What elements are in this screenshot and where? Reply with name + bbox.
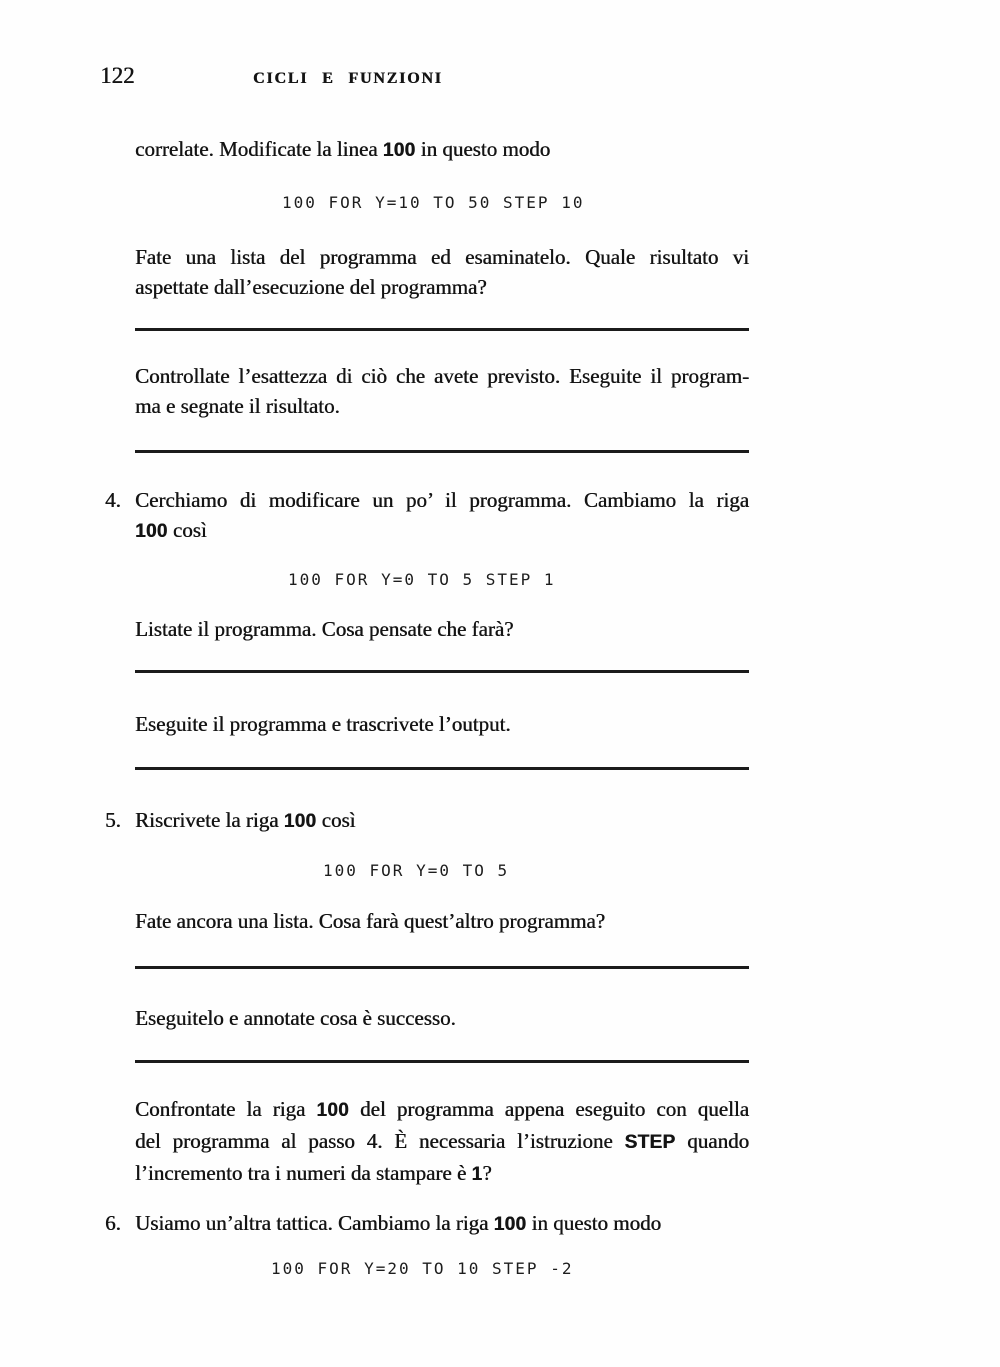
paragraph-eseguite: Eseguite il programma e trascrivete l’output. — [135, 712, 511, 736]
paragraph-controllate-line2: ma e segnate il risultato. — [135, 394, 340, 418]
paragraph-listate: Listate il programma. Cosa pensate che farà? — [135, 617, 514, 641]
paragraph-lista-line2: aspettate dall’esecuzione del programma? — [135, 275, 487, 299]
answer-line — [135, 767, 749, 770]
item6-text: Usiamo un’altra tattica. Cambiamo la riga — [135, 1211, 494, 1235]
answer-line — [135, 670, 749, 673]
confrontate-line3 — [135, 1158, 749, 1190]
paragraph-intro — [135, 134, 749, 166]
confrontate-text: del programma appena eseguito con quella — [348, 1097, 749, 1121]
confrontate-text: ? — [482, 1161, 492, 1185]
exercise-item-4 — [105, 485, 749, 547]
item-number: 6. — [105, 1211, 121, 1235]
inline-line-number: 100 — [382, 140, 416, 161]
inline-number: 1 — [471, 1164, 483, 1185]
item6-line — [135, 1208, 749, 1240]
item5-line — [135, 805, 749, 837]
item4-line2 — [135, 515, 749, 547]
item5-text: così — [316, 808, 356, 832]
item4-line2-text: così — [167, 518, 207, 542]
item-number: 4. — [105, 488, 121, 512]
code-line-4: 100 FOR Y=20 TO 10 STEP -2 — [271, 1259, 574, 1278]
paragraph-eseguitelo: Eseguitelo e annotate cosa è successo. — [135, 1006, 456, 1030]
paragraph-intro-text: correlate. Modificate la linea — [135, 137, 383, 161]
running-header: CICLI E FUNZIONI — [253, 70, 443, 87]
item5-text: Riscrivete la riga — [135, 808, 284, 832]
code-line-3: 100 FOR Y=0 TO 5 — [323, 861, 510, 880]
code-line-1: 100 FOR Y=10 TO 50 STEP 10 — [282, 193, 585, 212]
inline-line-number: 100 — [493, 1214, 527, 1235]
confrontate-text: quando — [675, 1129, 750, 1153]
code-line-2: 100 FOR Y=0 TO 5 STEP 1 — [288, 570, 556, 589]
answer-line — [135, 966, 749, 969]
item-number: 5. — [105, 808, 121, 832]
confrontate-text: Confrontate la riga — [135, 1097, 317, 1121]
page-body — [105, 134, 750, 1280]
confrontate-text: del programma al passo 4. È necessaria l’istruzione — [135, 1129, 625, 1153]
exercise-item-6 — [105, 1208, 749, 1240]
paragraph-intro-text: in questo modo — [415, 137, 551, 161]
confrontate-line2 — [135, 1126, 749, 1158]
inline-line-number: 100 — [135, 521, 168, 542]
paragraph-controllate-line1: Controllate l’esattezza di ciò che avete previsto. Eseguite il program- — [135, 364, 749, 388]
inline-line-number: 100 — [316, 1100, 349, 1121]
confrontate-text: l’incremento tra i numeri da stampare è — [135, 1161, 472, 1185]
item6-text: in questo modo — [526, 1211, 661, 1235]
paragraph-lista-line1: Fate una lista del programma ed esaminatelo. Quale risultato vi — [135, 245, 749, 269]
page-number: 122 — [100, 63, 135, 88]
inline-keyword-step: STEP — [624, 1132, 676, 1153]
item4-line1: Cerchiamo di modificare un po’ il programma. Cambiamo la riga — [135, 488, 749, 512]
paragraph-fate-ancora: Fate ancora una lista. Cosa farà quest’altro programma? — [135, 909, 605, 933]
inline-line-number: 100 — [283, 811, 317, 832]
answer-line — [135, 450, 749, 453]
paragraph-confrontate — [135, 1094, 749, 1190]
answer-line — [135, 328, 749, 331]
exercise-item-5 — [105, 805, 749, 837]
answer-line — [135, 1060, 749, 1063]
confrontate-line1 — [135, 1094, 749, 1126]
